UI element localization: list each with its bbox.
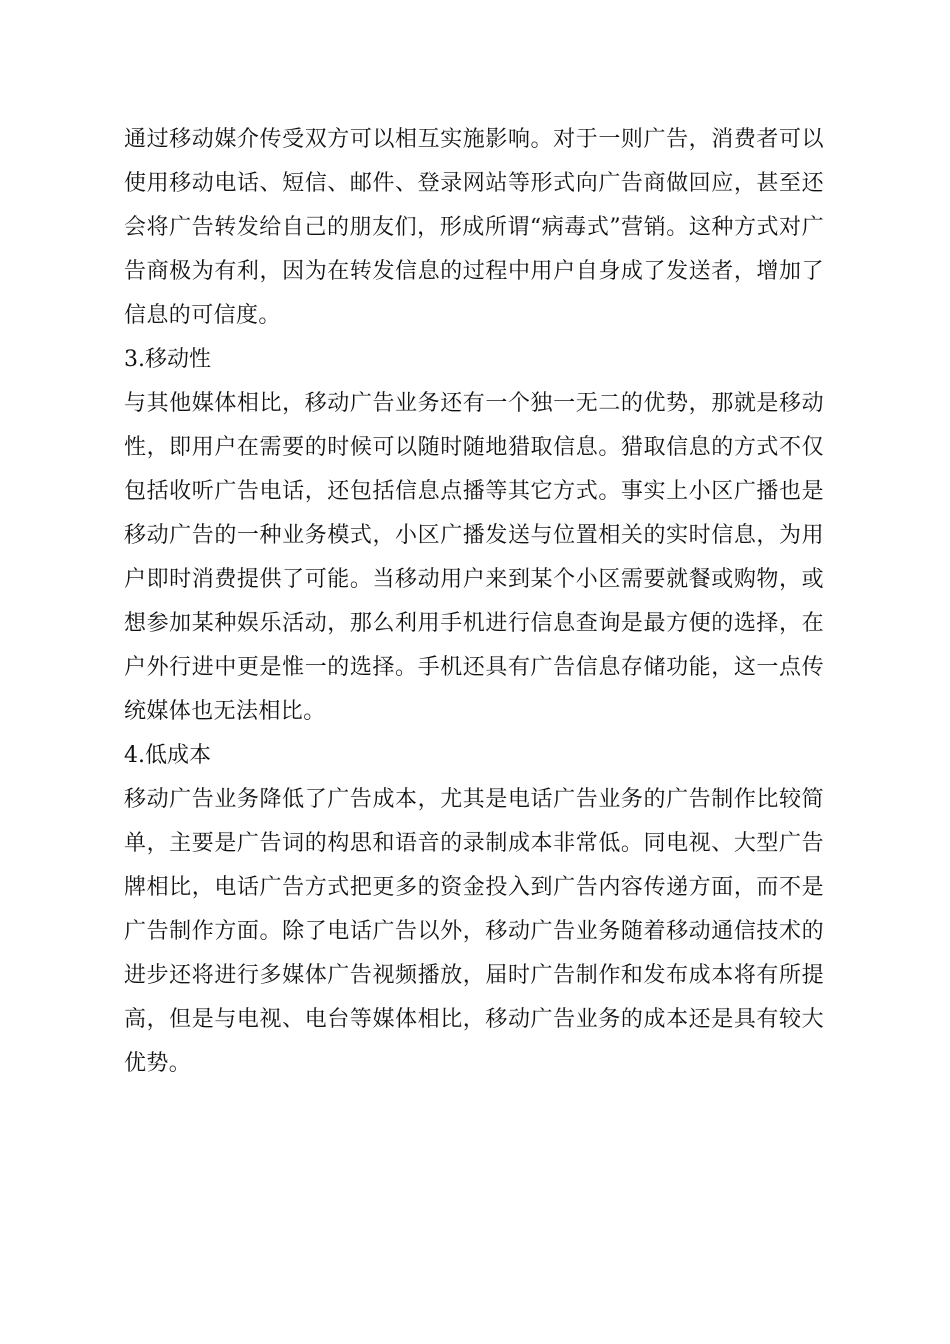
paragraph-viral-marketing: 通过移动媒介传受双方可以相互实施影响。对于一则广告，消费者可以使用移动电话、短信、邮件、登录网站等形式向广告商做回应，甚至还会将广告转发给自己的朋友们，形成所谓“病毒式”营销。这种方式对广告商极为有利，因为在转发信息的过程中用户自身成了发送者，增加了信息的可信度。 (124, 127, 824, 328)
paragraph-low-cost: 移动广告业务降低了广告成本，尤其是电话广告业务的广告制作比较简单，主要是广告词的构思和语音的录制成本非常低。同电视、大型广告牌相比，电话广告方式把更多的资金投入到广告内容传递方面，而不是广告制作方面。除了电话广告以外，移动广告业务随着移动通信技术的进步还将进行多媒体广告视频播放，届时广告制作和发布成本将有所提高，但是与电视、电台等媒体相比，移动广告业务的成本还是具有较大优势。 (124, 787, 824, 1076)
section-heading-low-cost: 4.低成本 (124, 743, 211, 768)
section-heading-mobility: 3.移动性 (124, 347, 211, 372)
document-body (124, 118, 824, 1086)
paragraph-mobility: 与其他媒体相比，移动广告业务还有一个独一无二的优势，那就是移动性，即用户在需要的时候可以随时随地猎取信息。猎取信息的方式不仅包括收听广告电话，还包括信息点播等其它方式。事实上小区广播也是移动广告的一种业务模式，小区广播发送与位置相关的实时信息，为用户即时消费提供了可能。当移动用户来到某个小区需要就餐或购物，或想参加某种娱乐活动，那么利用手机进行信息查询是最方便的选择，在户外行进中更是惟一的选择。手机还具有广告信息存储功能，这一点传统媒体也无法相比。 (124, 391, 824, 724)
